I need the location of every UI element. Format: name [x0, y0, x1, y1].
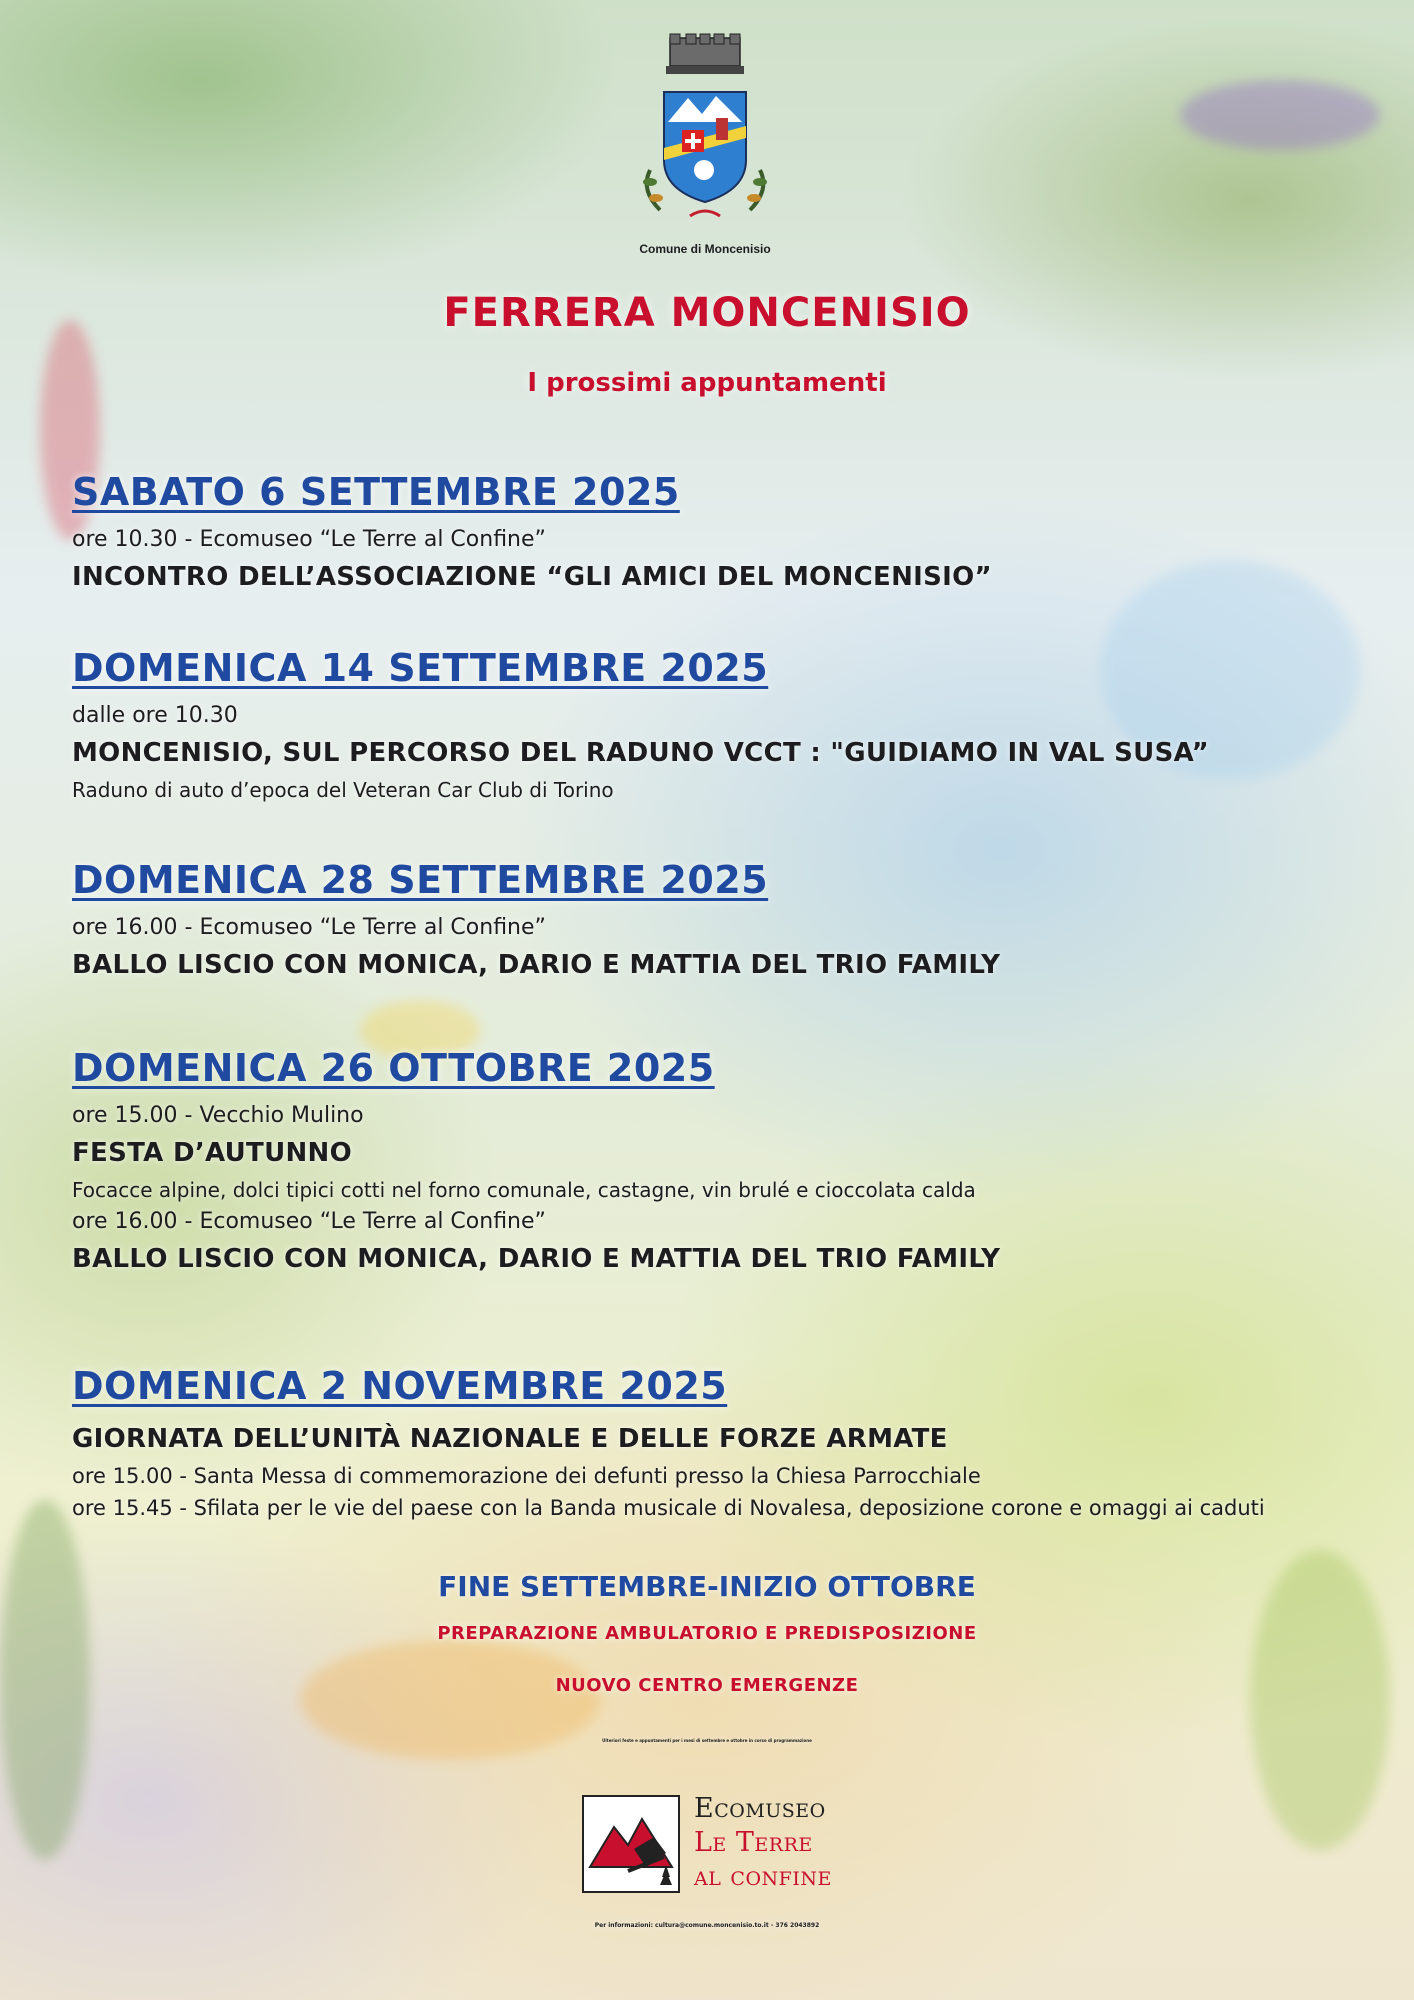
- ecomuseo-line-1: Ecomuseo: [694, 1793, 826, 1824]
- event-title: GIORNATA DELL’UNITÀ NAZIONALE E DELLE FORZE ARMATE: [72, 1424, 948, 1454]
- event-block: [72, 858, 1402, 986]
- ecomuseo-logo: [582, 1795, 902, 1895]
- event-date: DOMENICA 28 SETTEMBRE 2025: [72, 858, 769, 902]
- event-title: MONCENISIO, SUL PERCORSO DEL RADUNO VCCT : "GUIDIAMO IN VAL SUSA”: [72, 738, 1210, 768]
- municipal-crest: [620, 30, 790, 270]
- event-date: SABATO 6 SETTEMBRE 2025: [72, 470, 680, 514]
- page-subtitle: I prossimi appuntamenti: [527, 368, 887, 398]
- mountain-sled-icon: [584, 1797, 678, 1891]
- further-events-note: Ulteriori feste e appuntamenti per i mesi di settembre e ottobre in corso di programmazione: [602, 1738, 812, 1743]
- event-description: Focacce alpine, dolci tipici cotti nel forno comunale, castagne, vin brulé e cioccolata calda: [72, 1178, 976, 1202]
- event-time: ore 10.30 - Ecomuseo “Le Terre al Confine”: [72, 527, 546, 552]
- event-date: DOMENICA 26 OTTOBRE 2025: [72, 1046, 715, 1090]
- contact-info: Per informazioni: cultura@comune.moncenisio.to.it - 376 2043892: [594, 1922, 820, 1929]
- notice-line-2: NUOVO CENTRO EMERGENZE: [555, 1675, 859, 1696]
- notice-line-1: PREPARAZIONE AMBULATORIO E PREDISPOSIZIONE: [437, 1623, 977, 1644]
- event-block: [72, 1046, 1402, 1280]
- event-detail: ore 15.45 - Sfilata per le vie del paese con la Banda musicale di Novalesa, deposizione corone e omaggi ai caduti: [72, 1496, 1265, 1520]
- event-date: DOMENICA 2 NOVEMBRE 2025: [72, 1364, 728, 1408]
- notice-heading: [0, 1608, 1414, 1712]
- event-time: ore 15.00 - Vecchio Mulino: [72, 1103, 364, 1128]
- event-time: ore 16.00 - Ecomuseo “Le Terre al Confine”: [72, 1209, 546, 1234]
- event-block: [72, 646, 1402, 806]
- event-title: INCONTRO DELL’ASSOCIAZIONE “GLI AMICI DEL MONCENISIO”: [72, 562, 992, 592]
- ecomuseo-line-3: al confine: [694, 1861, 832, 1892]
- notice-period: FINE SETTEMBRE-INIZIO OTTOBRE: [438, 1570, 976, 1603]
- event-date: DOMENICA 14 SETTEMBRE 2025: [72, 646, 769, 690]
- page-title: FERRERA MONCENISIO: [443, 290, 971, 336]
- event-time: ore 16.00 - Ecomuseo “Le Terre al Confine”: [72, 915, 546, 940]
- event-description: Raduno di auto d’epoca del Veteran Car Club di Torino: [72, 778, 614, 802]
- event-block: [72, 1364, 1402, 1524]
- ecomuseo-emblem: [582, 1795, 680, 1893]
- crest-label: Comune di Moncenisio: [639, 242, 771, 256]
- event-block: [72, 470, 1402, 598]
- event-title: FESTA D’AUTUNNO: [72, 1138, 353, 1168]
- event-title: BALLO LISCIO CON MONICA, DARIO E MATTIA DEL TRIO FAMILY: [72, 950, 1001, 980]
- event-time: dalle ore 10.30: [72, 703, 238, 728]
- ecomuseo-line-2: Le Terre: [694, 1827, 813, 1858]
- event-title: BALLO LISCIO CON MONICA, DARIO E MATTIA DEL TRIO FAMILY: [72, 1244, 1001, 1274]
- event-detail: ore 15.00 - Santa Messa di commemorazione dei defunti presso la Chiesa Parrocchiale: [72, 1464, 981, 1488]
- watercolor-stroke: [1180, 80, 1380, 150]
- crest-icon: [620, 30, 790, 240]
